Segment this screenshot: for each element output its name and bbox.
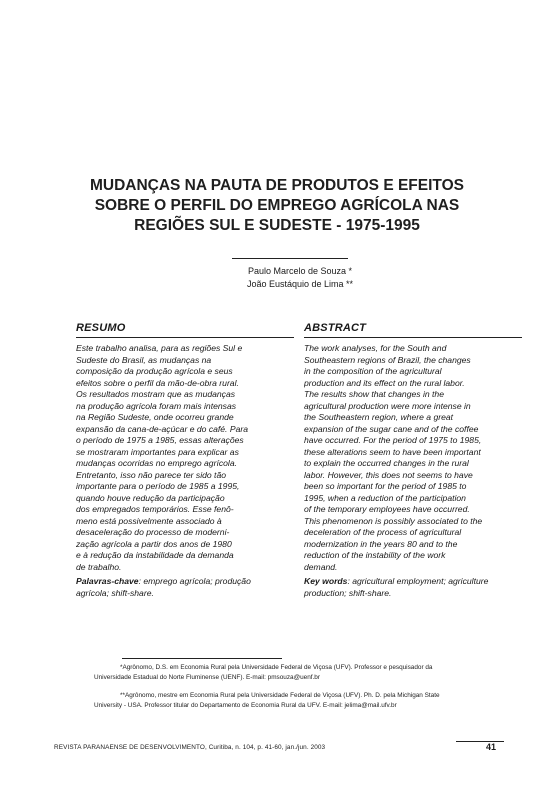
text-line: have occurred. For the period of 1975 to 1985, [304,435,482,445]
text-line: dos empregados temporários. Esse fenô- [76,504,234,514]
text-line: Entretanto, isso não parece ter sido tão [76,469,227,480]
abstract-column [304,321,526,599]
text-line: agricultural production were more intense in [304,400,471,411]
footnote-divider [122,658,282,659]
text-line: mudanças ocorridas no emprego agrícola. [76,458,237,468]
resumo-heading: RESUMO [76,322,126,334]
text-line: quando houve redução da participação [76,492,225,503]
text-line: desaceleração do processo de moderni- [76,527,230,537]
title-line: REGIÕES SUL E SUDESTE - 1975-1995 [134,217,420,234]
text-line: efeitos sobre o perfil da mão-de-obra rural. [76,377,239,388]
footnote-line: Universidade Estadual do Norte Fluminense (UENF). E-mail: pmsouza@uenf.br [94,674,320,681]
footnote-line: University - USA. Professor titular do Departamento de Economia Rural da UFV. E-mail: jelima@mail.ufv.br [94,702,397,709]
text-line: Sudeste do Brasil, as mudanças na [76,354,212,365]
text-line: The work analyses, for the South and [304,343,447,353]
text-line: reduction of the instability of the work [304,550,446,560]
footnote-line: *Agrônomo, D.S. em Economia Rural pela Universidade Federal de Viçosa (UFV). Professor e pesquisador da [120,664,433,671]
keywords-text: agrícola; shift-share. [76,587,154,598]
text-line: e à redução da instabilidade da demanda [76,550,234,560]
text-line: na Região Sudeste, onde ocorreu grande [76,412,234,422]
text-line: composição da produção agrícola e seus [76,366,233,376]
text-line: been so important for the period of 1985 to [304,481,467,491]
abstract-rule [304,337,522,338]
resumo-rule [76,337,294,338]
text-line: Este trabalho analisa, para as regiões Sul e [76,343,243,353]
text-line: expansão da cana-de-açúcar e do café. Para [76,423,248,434]
text-line: expansion of the sugar cane and of the coffee [304,423,479,434]
resumo-column [76,321,298,599]
text-line: demand. [304,561,338,572]
text-line: importante para o período de 1985 a 1995, [76,481,240,491]
text-line: The results show that changes in the [304,389,444,399]
text-line: of the temporary employees have occurred. [304,504,470,514]
abstract-text [304,343,526,573]
author-2: João Eustáquio de Lima ** [246,279,354,289]
resumo-text [76,343,298,573]
title-line: MUDANÇAS NA PAUTA DE PRODUTOS E EFEITOS [89,177,465,194]
text-line: se mostraram importantes para explicar as [76,446,239,457]
text-line: 1995, when a reduction of the participation [304,492,466,503]
text-line: meno está possivelmente associado à [76,515,222,526]
article-title [60,176,494,236]
text-line: Southeastern regions of Brazil, the changes [304,354,471,365]
text-line: in the composition of the agricultural [304,366,442,376]
page-number: 41 [486,742,497,752]
author-list [200,265,400,291]
text-line: Os resultados mostram que as mudanças [76,389,236,399]
footnote-1 [94,663,514,683]
text-line: na produção agrícola foram mais intensas [76,400,237,411]
keywords-text: production; shift-share. [304,587,392,598]
running-footer [54,744,325,751]
abstract-keywords [304,576,526,599]
journal-name: REVISTA PARANAENSE DE DESENVOLVIMENTO [54,744,205,751]
text-line: o período de 1975 a 1985, essas alterações [76,435,244,445]
author-1: Paulo Marcelo de Souza * [247,266,353,276]
text-line: deceleration of the process of agricultural [304,527,462,537]
resumo-keywords [76,576,298,599]
keywords-label: Key words [304,576,348,586]
keywords-text: : agricultural employment; agriculture [347,576,489,586]
keywords-text: : emprego agrícola; produção [138,576,251,586]
abstract-heading: ABSTRACT [304,322,367,334]
footnote-line: **Agrônomo, mestre em Economia Rural pela Universidade Federal de Viçosa (UFV). Ph. D. pela Michigan State [120,692,440,699]
title-line: SOBRE O PERFIL DO EMPREGO AGRÍCOLA NAS [94,197,460,214]
text-line: zação agrícola a partir dos anos de 1980 [76,538,232,549]
text-line: the Southeastern region, where a great [304,412,454,422]
keywords-label: Palavras-chave [76,576,139,586]
footnotes [94,663,514,711]
author-divider [232,258,348,259]
text-line: labor. However, this does not seems to have [304,469,473,480]
text-line: to explain the occurred changes in the rural [304,458,469,468]
text-line: This phenomenon is possibly associated to the [304,515,483,526]
text-line: de trabalho. [76,561,122,572]
text-line: modernization in the years 80 and to the [304,538,458,549]
text-line: these alterations seem to have been important [304,446,481,457]
footnote-2 [94,691,514,711]
footer-divider [456,741,504,742]
journal-citation: , Curitiba, n. 104, p. 41-60, jan./jun. 2003 [204,744,326,751]
text-line: production and its effect on the rural labor. [304,377,465,388]
